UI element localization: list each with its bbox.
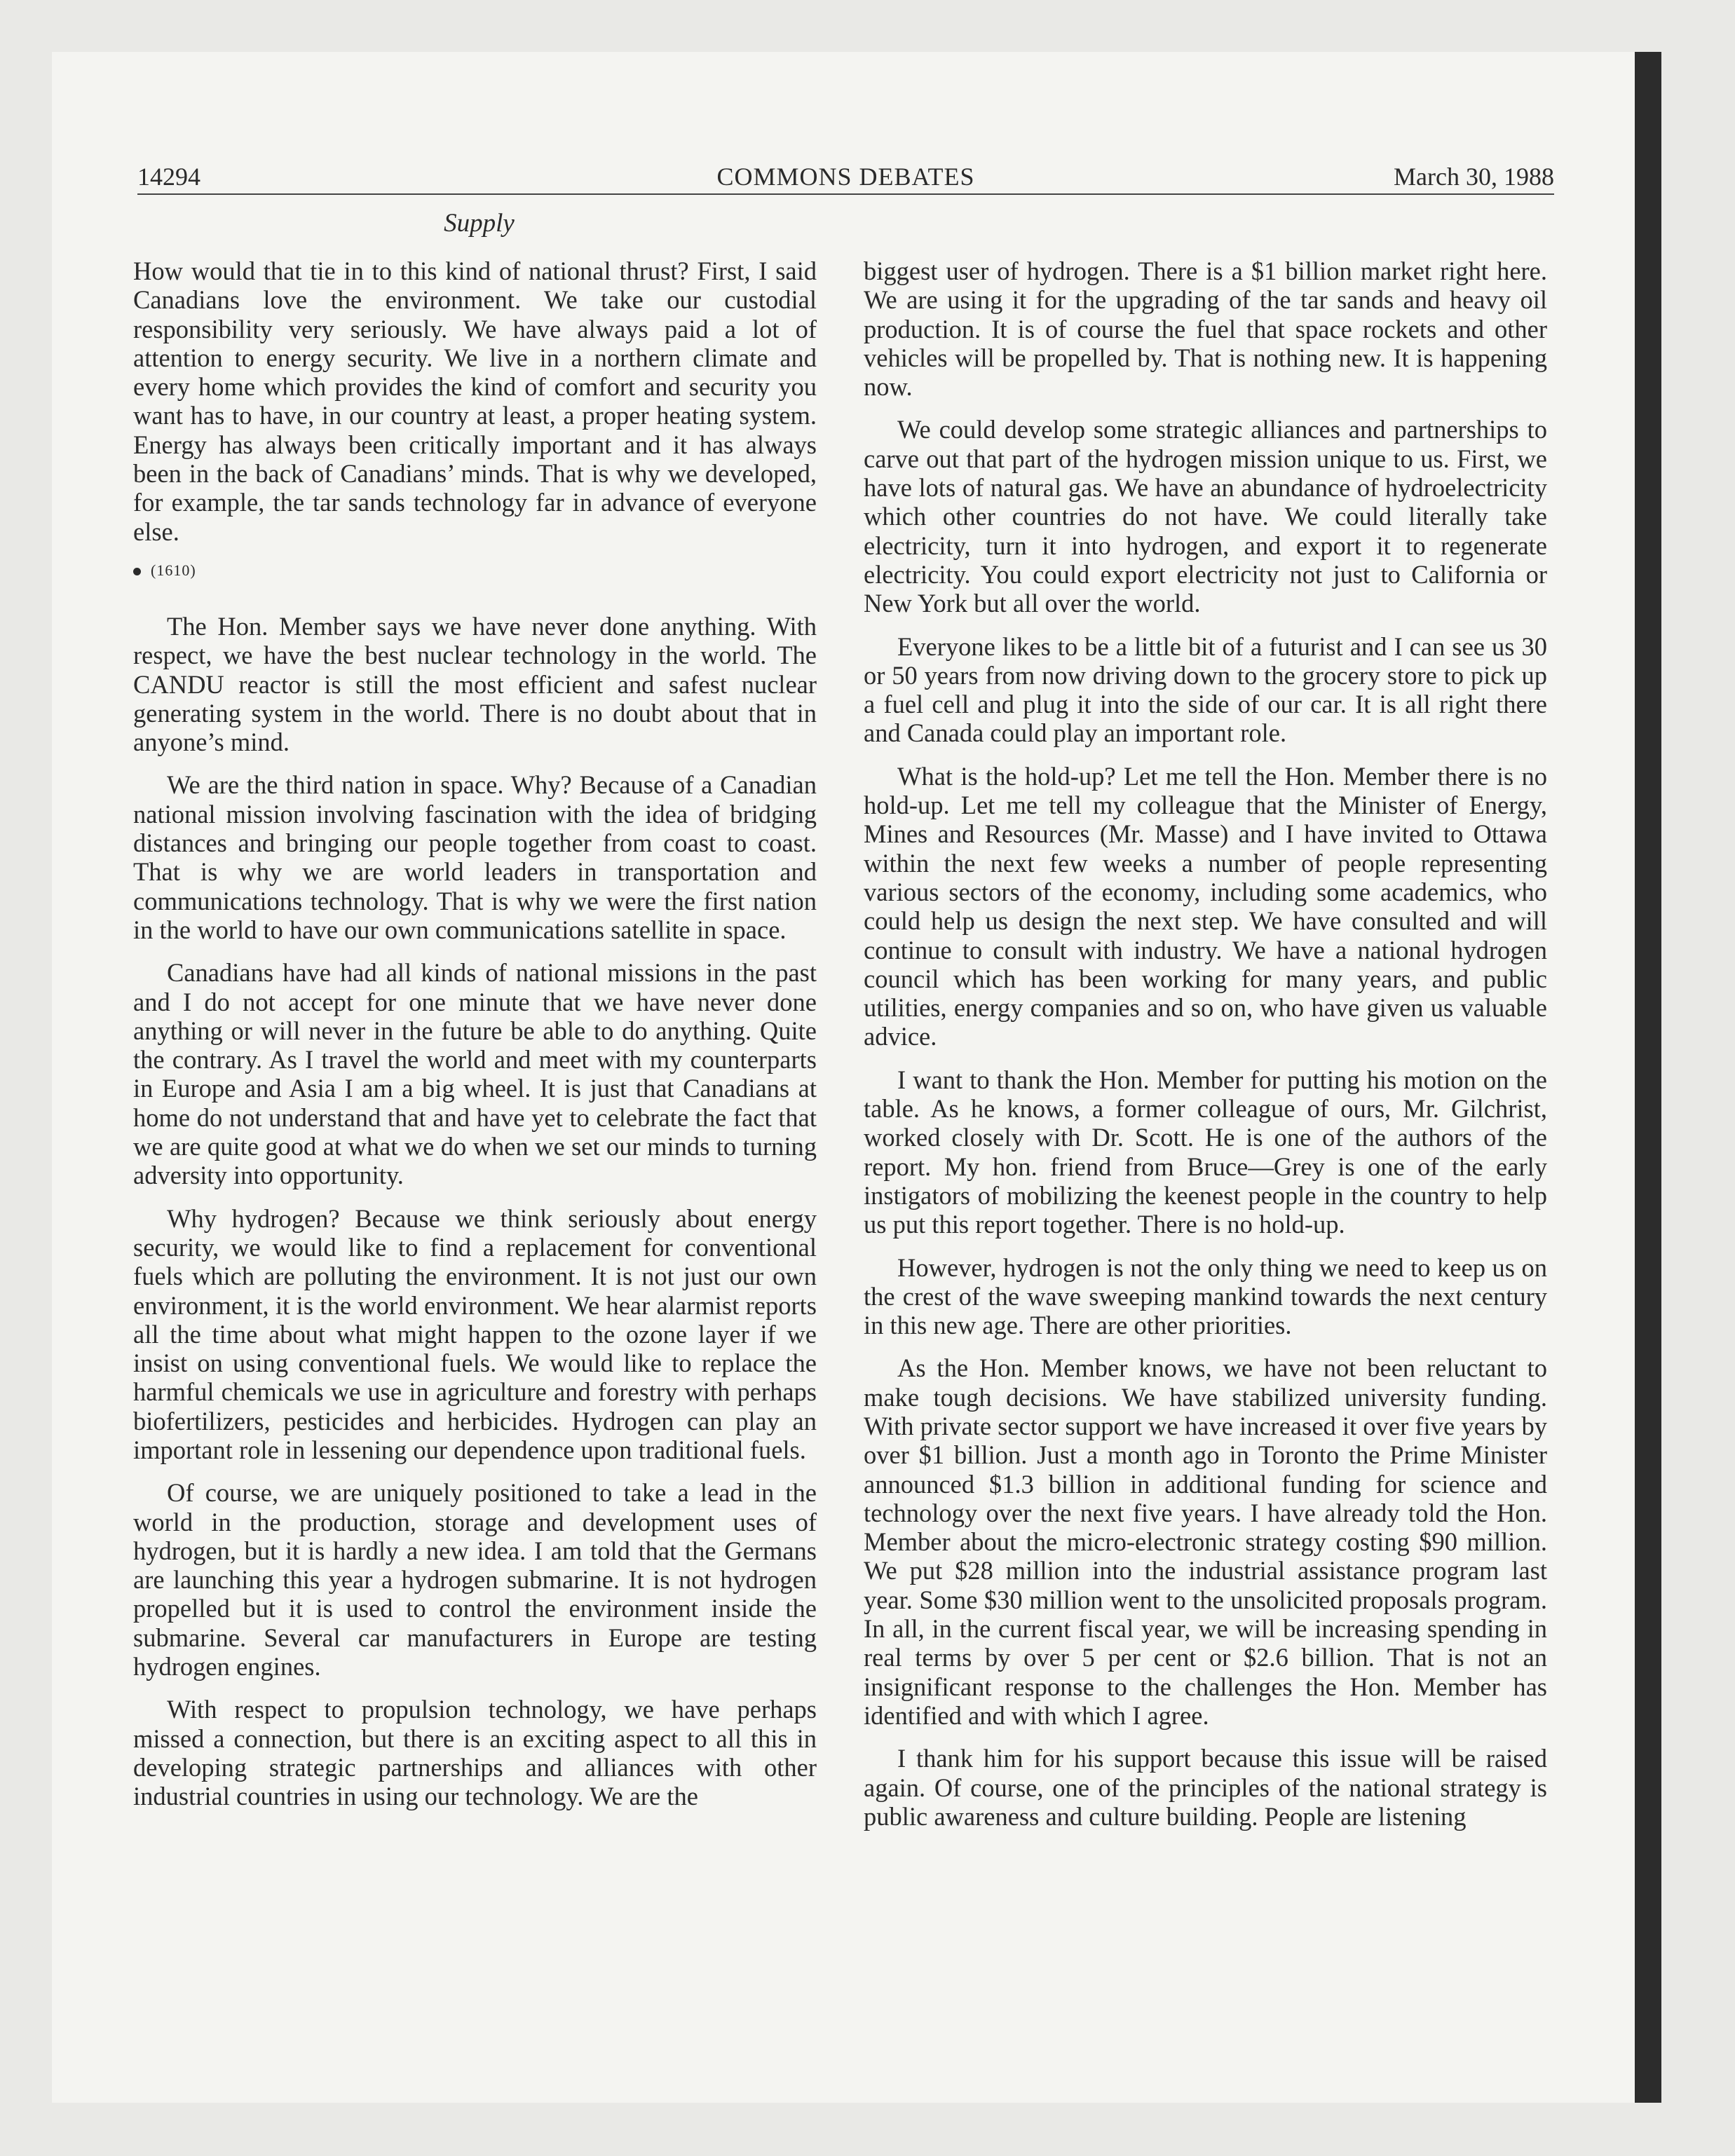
paragraph: However, hydrogen is not the only thing we need to keep us on the crest of the wave sweeping mankind towards the next century in this new age. There are other priorities.: [864, 1253, 1547, 1340]
time-marker: [133, 560, 817, 581]
paragraph: Of course, we are uniquely positioned to take a lead in the world in the production, storage and development uses of hydrogen, but it is hardly a new idea. I am told that the Germans are launching this year a hydrogen submarine. It is not hydrogen propelled but it is used to control the environment inside the submarine. Several car manufacturers in Europe are testing hydrogen engines.: [133, 1478, 817, 1681]
scan-edge-shadow: [1635, 52, 1661, 2103]
running-header: [137, 160, 1554, 193]
paragraph: I want to thank the Hon. Member for putting his motion on the table. As he knows, a former colleague of ours, Mr. Gilchrist, worked closely with Dr. Scott. He is one of the authors of the report. My hon. friend from Bruce—Grey is one of the early instigators of mobilizing the keenest people in the country to help us put this report together. There is no hold-up.: [864, 1065, 1547, 1239]
debate-date: March 30, 1988: [1394, 163, 1554, 191]
left-column: [133, 257, 817, 1811]
paragraph: Everyone likes to be a little bit of a futurist and I can see us 30 or 50 years from now driving down to the grocery store to pick up a fuel cell and plug it into the side of our car. It is all right there and Canada could play an important role.: [864, 632, 1547, 748]
paragraph: We could develop some strategic alliances and partnerships to carve out that part of the hydrogen mission unique to us. First, we have lots of natural gas. We have an abundance of hydroelectricity which other countries do not have. We could literally take electricity, turn it into hydrogen, and export it to regenerate electricity. You could export electricity not just to California or New York but all over the world.: [864, 415, 1547, 618]
paragraph: As the Hon. Member knows, we have not been reluctant to make tough decisions. We have stabilized university funding. With private sector support we have increased it over five years by over $1 billion. Just a month ago in Toronto the Prime Minister announced $1.3 billion in additional funding for science and technology over the next five years. I have already told the Hon. Member about the micro-electronic strategy costing $90 million. We put $28 million into the industrial assistance program last year. Some $30 million went to the unsolicited proposals program. In all, in the current fiscal year, we will be increasing spending in real terms by over 5 per cent or $2.6 billion. That is not an insignificant response to the challenges the Hon. Member has identified and with which I agree.: [864, 1353, 1547, 1730]
page-number: 14294: [137, 163, 200, 191]
paragraph: How would that tie in to this kind of national thrust? First, I said Canadians love the environment. We take our custodial responsibility very seriously. We have always paid a lot of attention to energy security. We live in a northern climate and every home which provides the kind of comfort and security you want has to have, in our country at least, a proper heating system. Energy has always been critically important and it has always been in the back of Canadians’ minds. That is why we developed, for example, the tar sands technology far in advance of everyone else.: [133, 257, 817, 546]
paragraph: We are the third nation in space. Why? Because of a Canadian national mission involving fascination with the idea of bridging distances and bringing our people together from coast to coast. That is why we are world leaders in transportation and communications technology. That is why we were the first nation in the world to have our own communications satellite in space.: [133, 770, 817, 944]
header-rule: [137, 193, 1554, 195]
paragraph: I thank him for his support because this issue will be raised again. Of course, one of the principles of the national strategy is public awareness and culture building. People are listening: [864, 1744, 1547, 1831]
right-column: [864, 257, 1547, 1831]
bullet-icon: [133, 568, 141, 575]
paragraph: biggest user of hydrogen. There is a $1 billion market right here. We are using it for the upgrading of the tar sands and heavy oil production. It is of course the fuel that space rockets and other vehicles will be propelled by. That is nothing new. It is happening now.: [864, 257, 1547, 402]
paragraph: Canadians have had all kinds of national missions in the past and I do not accept for one minute that we have never done anything or will never in the future be able to do anything. Quite the contrary. As I travel the world and meet with my counterparts in Europe and Asia I am a big wheel. It is just that Canadians at home do not understand that and have yet to celebrate the fact that we are quite good at what we do when we set our minds to turning adversity into opportunity.: [133, 958, 817, 1190]
paragraph: With respect to propulsion technology, we have perhaps missed a connection, but there is an exciting aspect to all this in developing strategic partnerships and alliances with other industrial countries in using our technology. We are the: [133, 1695, 817, 1811]
section-title: Supply: [444, 209, 515, 238]
paragraph: What is the hold-up? Let me tell the Hon. Member there is no hold-up. Let me tell my colleague that the Minister of Energy, Mines and Resources (Mr. Masse) and I have invited to Ottawa within the next few weeks a number of people representing various sectors of the economy, including some academics, who could help us design the next step. We have consulted and will continue to consult with industry. We have a national hydrogen council which has been working for many years, and public utilities, energy companies and so on, who have given us valuable advice.: [864, 761, 1547, 1051]
time-marker-text: (1610): [151, 561, 196, 579]
paragraph: The Hon. Member says we have never done anything. With respect, we have the best nuclear technology in the world. The CANDU reactor is still the most efficient and safest nuclear generating system in the world. There is no doubt about that in anyone’s mind.: [133, 611, 817, 757]
publication-title: COMMONS DEBATES: [716, 163, 975, 191]
paragraph: Why hydrogen? Because we think seriously about energy security, we would like to find a replacement for conventional fuels which are polluting the environment. It is not just our own environment, it is the world environment. We hear alarmist reports all the time about what might happen to the ozone layer if we insist on using conventional fuels. We would like to replace the harmful chemicals we use in agriculture and forestry with perhaps biofertilizers, pesticides and herbicides. Hydrogen can play an important role in lessening our dependence upon traditional fuels.: [133, 1203, 817, 1464]
